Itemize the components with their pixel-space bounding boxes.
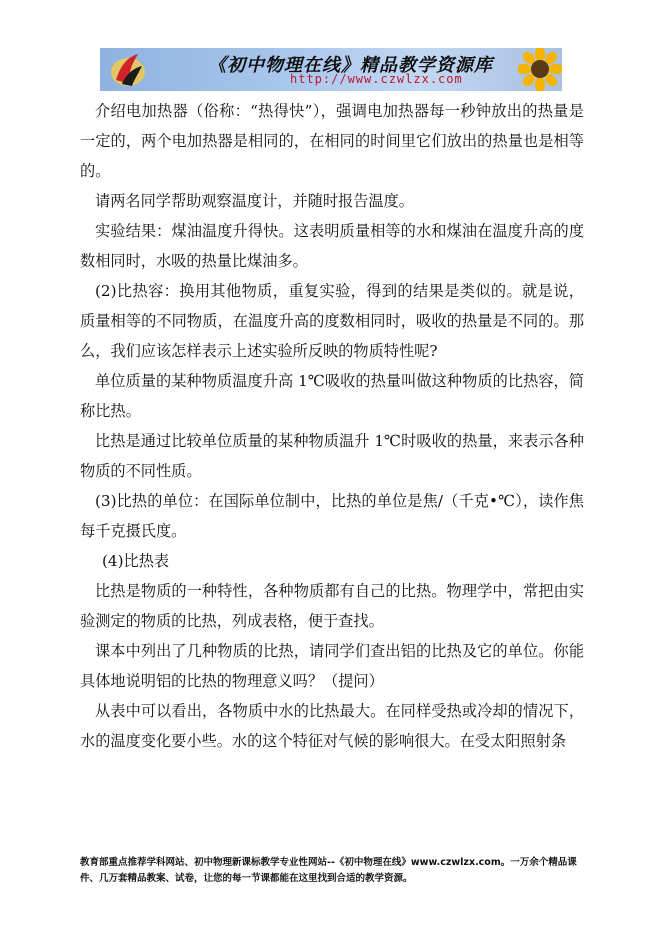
paragraph: (3)比热的单位：在国际单位制中，比热的单位是焦/（千克•℃），读作焦每千克摄氏度。 xyxy=(80,492,584,540)
sunflower-icon xyxy=(518,48,562,91)
logo-icon xyxy=(108,50,148,89)
paragraph: 介绍电加热器（俗称：“热得快”），强调电加热器每一秒钟放出的热量是一定的，两个电加热器是相同的，在相同的时间里它们放出的热量也是相等的。 xyxy=(80,102,584,180)
header-banner xyxy=(100,48,562,91)
paragraph: 比热是物质的一种特性，各种物质都有自己的比热。物理学中，常把由实验测定的物质的比热，列成表格，便于查找。 xyxy=(80,582,584,630)
document-body xyxy=(80,96,584,756)
paragraph: 实验结果：煤油温度升得快。这表明质量相等的水和煤油在温度升高的度数相同时，水吸的热量比煤油多。 xyxy=(80,222,584,270)
page-footer: 教育部重点推荐学科网站、初中物理新课标教学专业性网站--《初中物理在线》www.czwlzx.com。一万余个精品课件、几万套精品教案、试卷，让您的每一节课都能在这里找到合适的教学资源。 xyxy=(80,857,577,884)
paragraph: 从表中可以看出，各物质中水的比热最大。在同样受热或冷却的情况下，水的温度变化要小些。水的这个特征对气候的影响很大。在受太阳照射条 xyxy=(80,702,584,750)
section-heading: (4)比热表 xyxy=(102,552,170,570)
paragraph: (2)比热容：换用其他物质，重复实验，得到的结果是类似的。就是说，质量相等的不同物质，在温度升高的度数相同时，吸收的热量是不同的。那么，我们应该怎样表示上述实验所反映的物质特性呢? xyxy=(80,282,584,360)
banner-url[interactable]: http://www.czwlzx.com xyxy=(290,72,463,86)
paragraph: 课本中列出了几种物质的比热，请同学们查出铝的比热及它的单位。你能具体地说明铝的比热的物理意义吗？（提问） xyxy=(80,642,584,690)
paragraph: 单位质量的某种物质温度升高 1℃吸收的热量叫做这种物质的比热容，简称比热。 xyxy=(80,372,584,420)
paragraph: 比热是通过比较单位质量的某种物质温升 1℃时吸收的热量，来表示各种物质的不同性质。 xyxy=(80,432,584,480)
banner-title: 《初中物理在线》精品教学资源库 xyxy=(208,55,493,76)
paragraph: 请两名同学帮助观察温度计，并随时报告温度。 xyxy=(95,192,414,210)
